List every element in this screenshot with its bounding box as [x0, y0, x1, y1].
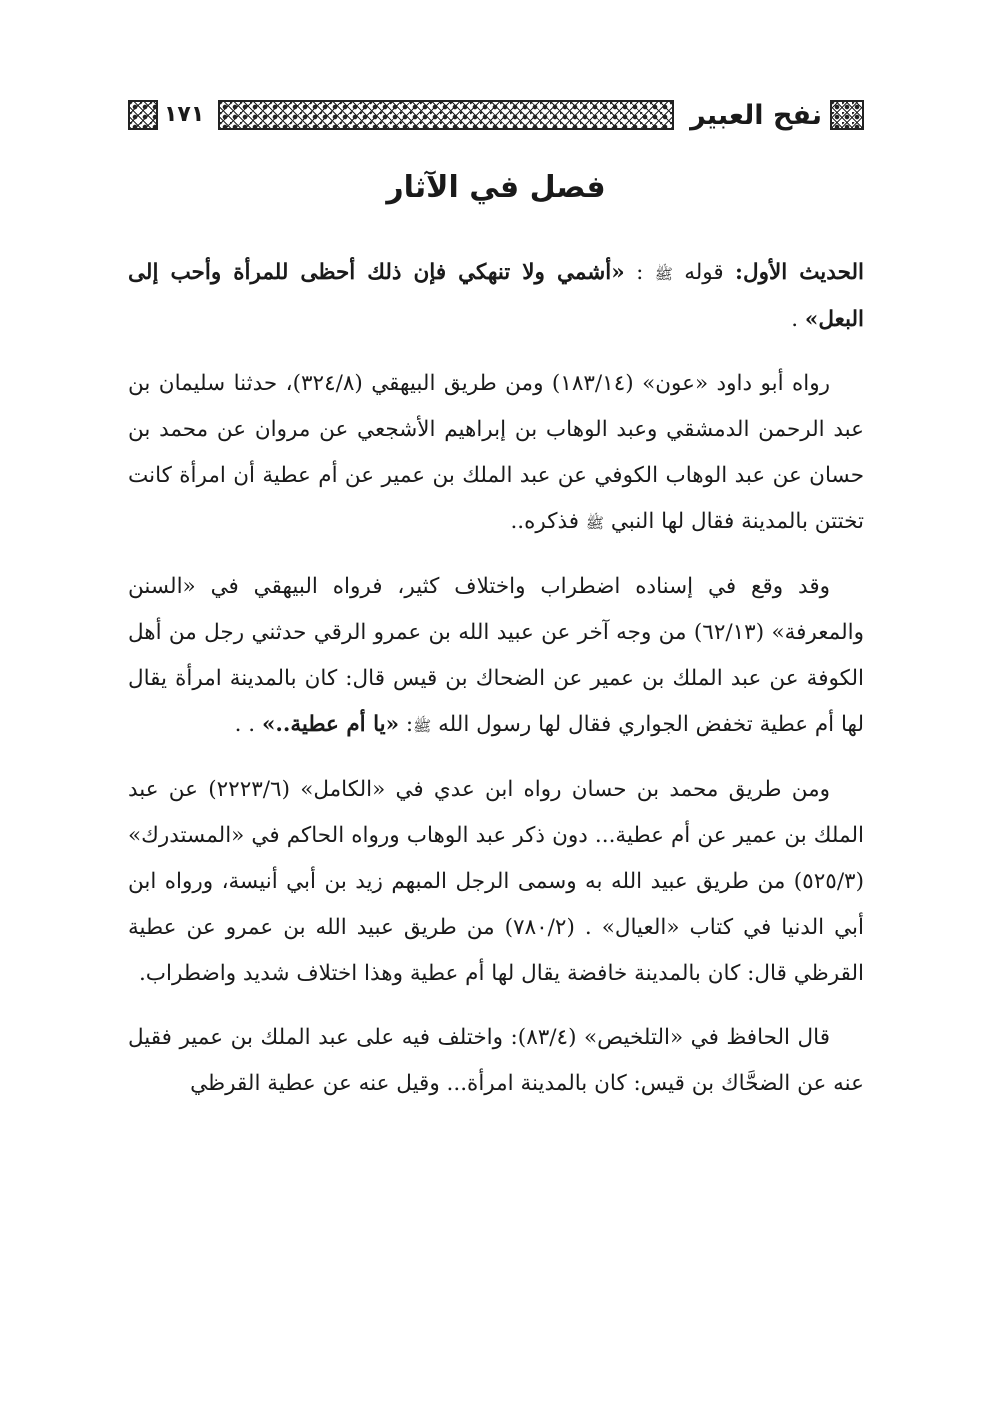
section-title: فصل في الآثار: [386, 170, 606, 205]
ornament-band: [218, 100, 674, 130]
ornament-left: [128, 100, 158, 130]
page-header: [128, 92, 864, 138]
paragraph-3: ومن طريق محمد بن حسان رواه ابن عدي في «الكامل» (٢٢٢٣/٦) عن عبد الملك بن عمير عن أم عطية... دون ذكر عبد الوهاب ورواه الحاكم في «المستدرك» (٥٢٥/٣) من طريق عبيد الله به وسمى الرجل المبهم زيد بن أبي أنيسة، ورواه ابن أبي الدنيا في كتاب «العيال» . (٧٨٠/٢) من طريق عبيد الله بن عمرو عن عطية القرظي قال: كان بالمدينة خافضة يقال لها أم عطية وهذا اختلاف شديد واضطراب.: [128, 777, 865, 986]
hadith-quote: «أشمي ولا تنهكي فإن ذلك أحظى للمرأة وأحب إلى البعل»: [128, 260, 864, 332]
paragraph-2-text: وقد وقع في إسناده اضطراب واختلاف كثير، فرواه البيهقي في «السنن والمعرفة» (٦٢/١٣) من وجه آخر عن عبيد الله بن عمرو الرقي حدثني رجل من أهل الكوفة عن عبد الملك بن عمير عن الضحاك بن قيس قال: كان بالمدينة امرأة يقال لها أم عطية تخفض الجواري فقال لها رسول الله: [128, 574, 864, 737]
paragraph-2-quote: «يا أم عطية..»: [261, 712, 400, 737]
colon: :: [405, 712, 414, 737]
paragraph-1: [128, 361, 864, 546]
paragraph-4: قال الحافظ في «التلخيص» (٨٣/٤): واختلف فيه على عبد الملك بن عمير فقيل عنه عن الضحَّاك بن قيس: كان بالمدينة امرأة... وقيل عنه عن عطية القرظي: [128, 1025, 864, 1096]
paragraph-1-end: فذكره..: [510, 509, 580, 534]
salutation-glyph: ﷺ: [585, 514, 605, 532]
hadith-label: الحديث الأول:: [735, 260, 864, 285]
body-text: [128, 250, 864, 1125]
book-title: نفح العبير: [690, 99, 822, 131]
colon: :: [636, 260, 644, 285]
ornament-right: [830, 100, 864, 130]
page-number: ١٧١: [164, 102, 205, 127]
hadith-intro: قوله: [684, 260, 724, 285]
hadith-paragraph: [128, 250, 864, 343]
period: .: [791, 307, 799, 332]
salutation-glyph: ﷺ: [654, 265, 673, 283]
period: . .: [234, 712, 256, 737]
paragraph-2: [128, 564, 864, 749]
salutation-glyph: ﷺ: [413, 717, 432, 735]
paragraph-1-text: رواه أبو داود «عون» (١٨٣/١٤) ومن طريق البيهقي (٣٢٤/٨)، حدثنا سليمان بن عبد الرحمن الدمشقي وعبد الوهاب بن إبراهيم الأشجعي عن مروان عن محمد بن حسان عن عبد الوهاب الكوفي عن عبد الملك بن عمير عن أم عطية أن امرأة كانت تختتن بالمدينة فقال لها النبي: [128, 371, 864, 534]
